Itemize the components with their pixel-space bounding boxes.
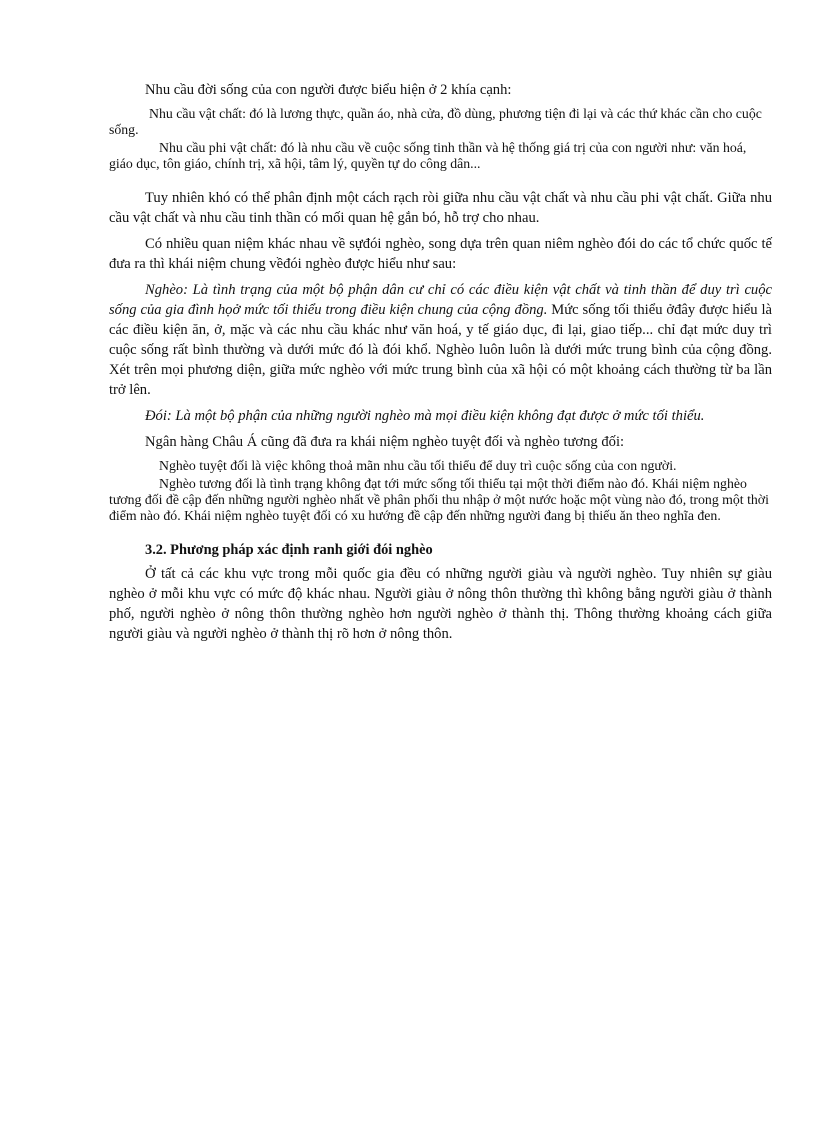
paragraph-poverty-definition [109,280,772,400]
paragraph-concepts: Có nhiều quan niệm khác nhau về sựđói nghèo, song dựa trên quan niêm nghèo đói do các tổ chức quốc tế đưa ra thì khái niệm chung vềđói nghèo được hiểu như sau: [109,236,772,272]
paragraph-rich-poor: Ở tất cả các khu vực trong mỗi quốc gia đều có những người giàu và người nghèo. Tuy nhiên sự giàu nghèo ở mỗi khu vực có mức độ khác nhau. Người giàu ở nông thôn thường thì không bằng người giàu ở thành phố, người nghèo ở nông thôn thường nghèo hơn người nghèo ở thành thị. Thông thường khoảng cách giữa người giàu và người nghèo ở thành thị rõ hơn ở nông thôn. [109,566,772,642]
poverty-definition-italic: Nghèo: Là tình trạng của một bộ phận dân cư chỉ có các điều kiện vật chất và tinh thần để duy trì cuộc sống của gia đình họở mức tối thiểu trong điều kiện chung của cộng đồng. [109,282,772,318]
paragraph-absolute-poverty: Nghèo tuyệt đối là việc không thoả mãn nhu cầu tối thiểu để duy trì cuộc sống của con người. [159,458,677,473]
spacer [109,526,772,540]
document-page [109,80,772,650]
paragraph-non-material-needs: Nhu cầu phi vật chất: đó là nhu cầu về cuộc sống tinh thần và hệ thống giá trị của con người như: văn hoá, giáo dục, tôn giáo, chính trị, xã hội, tâm lý, quyền tự do công dân... [109,140,747,171]
paragraph-material-needs: Nhu cầu vật chất: đó là lương thực, quần áo, nhà cửa, đồ dùng, phương tiện đi lại và các thứ khác cần cho cuộc sống. [109,106,762,137]
paragraph-adb: Ngân hàng Châu Á cũng đã đưa ra khái niệm nghèo tuyệt đối và nghèo tương đối: [145,434,625,450]
paragraph-relative-poverty: Nghèo tương đối là tình trạng không đạt tới mức sống tối thiểu tại một thời điểm nào đó. Khái niệm nghèo tương đối đề cập đến những người nghèo nhất về phân phối thu nhập ở một nước hoặc một vùng nào đó, trong một thời điểm nào đó. Khái niệm nghèo tuyệt đối có xu hướng đề cập đến những người đang bị thiếu ăn theo nghĩa đen. [109,476,769,523]
paragraph-hunger-definition: Đói: Là một bộ phận của những người nghèo mà mọi điều kiện không đạt được ở mức tối thiểu. [145,408,705,424]
section-heading: 3.2. Phương pháp xác định ranh giới đói nghèo [145,542,433,558]
spacer [109,174,772,188]
paragraph-distinction: Tuy nhiên khó có thể phân định một cách rạch ròi giữa nhu cầu vật chất và nhu cầu phi vật chất. Giữa nhu cầu vật chất và nhu cầu tinh thần có mối quan hệ gắn bó, hỗ trợ cho nhau. [109,190,772,226]
paragraph-needs-intro: Nhu cầu đời sống của con người được biểu hiện ở 2 khía cạnh: [145,82,512,98]
poverty-definition-rest: Mức sống tối thiểu ởđây được hiểu là các điều kiện ăn, ở, mặc và các nhu cầu khác như văn hoá, y tế giáo dục, đi lại, giao tiếp... chỉ đạt mức duy trì cuộc sống rất bình thường và dưới mức đó là đói khổ. Nghèo luôn luôn là dưới mức trung bình của cộng đồng. Xét trên mọi phương diện, giữa mức nghèo với mức trung bình của xã hội có một khoảng cách thường từ ba lần trở lên. [109,302,772,398]
